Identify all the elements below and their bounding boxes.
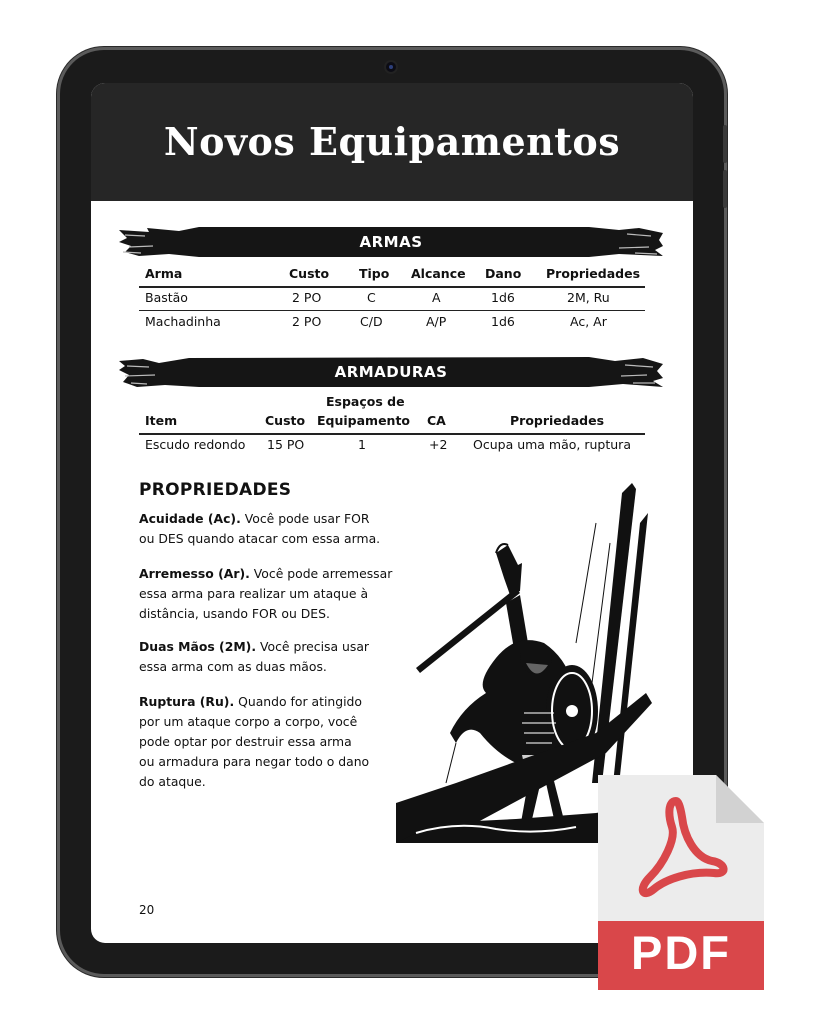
- column-header: Item: [145, 413, 178, 428]
- property-text: Quando for atingido: [234, 694, 363, 709]
- column-header: Propriedades: [510, 413, 605, 428]
- page-title: Novos Equipamentos: [163, 119, 621, 164]
- column-header: CA: [427, 413, 446, 428]
- property-text: Você pode arremessar: [249, 566, 393, 581]
- property-entry: [139, 509, 395, 549]
- table-cell: Escudo redondo: [145, 437, 246, 452]
- properties-heading: PROPRIEDADES: [139, 480, 292, 500]
- table-cell: 1: [358, 437, 366, 452]
- property-entry: [139, 692, 395, 792]
- table-cell: 1d6: [491, 290, 515, 305]
- volume-button: [723, 125, 727, 163]
- column-header: Custo: [265, 413, 306, 428]
- property-text: distância, usando FOR ou DES.: [139, 606, 330, 621]
- property-text: por um ataque corpo a corpo, você: [139, 714, 358, 729]
- pdf-badge: [598, 775, 764, 990]
- table-header-row: [139, 393, 645, 433]
- column-header: Arma: [145, 266, 183, 281]
- page-number: 20: [139, 903, 155, 917]
- table-cell: Bastão: [145, 290, 188, 305]
- table-cell: 2 PO: [292, 290, 322, 305]
- table-cell: Ac, Ar: [570, 314, 607, 329]
- property-text: do ataque.: [139, 774, 206, 789]
- property-text: pode optar por destruir essa arma: [139, 734, 352, 749]
- column-header: Propriedades: [546, 266, 641, 281]
- volume-button: [723, 170, 727, 208]
- table-cell: 1d6: [491, 314, 515, 329]
- table-row: [139, 434, 645, 456]
- table-cell: 2 PO: [292, 314, 322, 329]
- property-text: essa arma para realizar um ataque à: [139, 586, 369, 601]
- table-cell: A: [432, 290, 441, 305]
- table-cell: A/P: [426, 314, 447, 329]
- property-name: Acuidade (Ac).: [139, 511, 241, 526]
- column-header: Equipamento: [317, 413, 411, 428]
- section-banner-armas: [119, 226, 663, 258]
- section-title: ARMAS: [359, 233, 423, 251]
- property-name: Ruptura (Ru).: [139, 694, 235, 709]
- table-cell: C: [367, 290, 376, 305]
- property-name: Arremesso (Ar).: [139, 566, 250, 581]
- table-cell: 2M, Ru: [567, 290, 610, 305]
- property-name: Duas Mãos (2M).: [139, 639, 257, 654]
- property-text: ou armadura para negar todo o dano: [139, 754, 370, 769]
- table-row: [139, 287, 645, 309]
- camera-icon: [386, 62, 396, 72]
- property-text: Você pode usar FOR: [240, 511, 370, 526]
- table-cell: Ocupa uma mão, ruptura: [473, 437, 631, 452]
- property-text: Você precisa usar: [256, 639, 370, 654]
- table-header-row: [139, 263, 645, 285]
- column-header: Tipo: [359, 266, 390, 281]
- property-entry: [139, 564, 395, 624]
- section-title: ARMADURAS: [334, 363, 448, 381]
- weapons-table: [139, 263, 645, 333]
- armor-table: [139, 393, 645, 463]
- property-text: ou DES quando atacar com essa arma.: [139, 531, 381, 546]
- property-text: essa arma com as duas mãos.: [139, 659, 327, 674]
- table-cell: 15 PO: [267, 437, 305, 452]
- pdf-label: PDF: [631, 926, 731, 979]
- column-header: Custo: [289, 266, 330, 281]
- table-cell: Machadinha: [145, 314, 221, 329]
- table-cell: C/D: [360, 314, 383, 329]
- column-header: Espaços de: [326, 394, 405, 409]
- column-header: Alcance: [411, 266, 466, 281]
- page-header: [91, 83, 693, 201]
- column-header: Dano: [485, 266, 522, 281]
- section-banner-armaduras: [119, 356, 663, 388]
- property-entry: [139, 637, 395, 677]
- table-row: [139, 311, 645, 333]
- table-cell: +2: [429, 437, 448, 452]
